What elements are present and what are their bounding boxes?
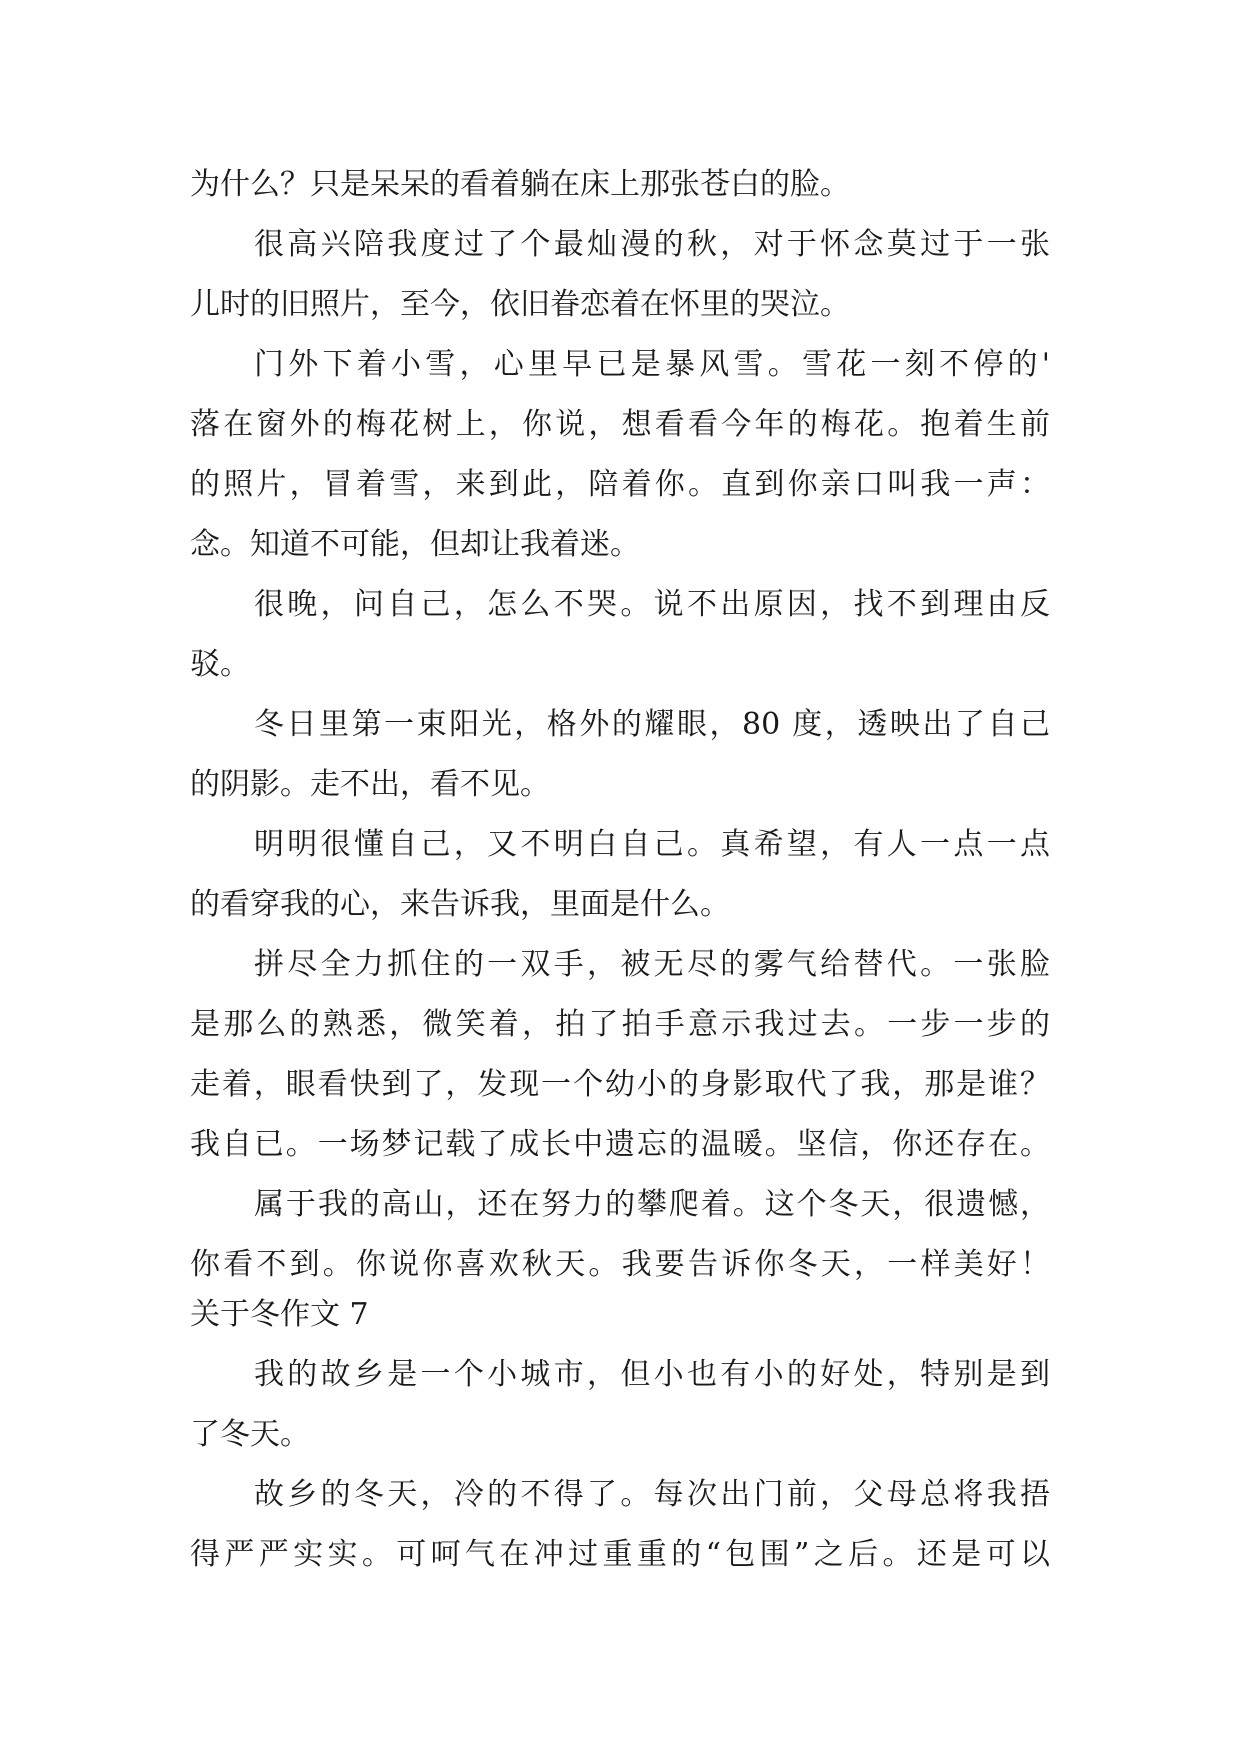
text-line: 我自已。一场梦记载了成长中遗忘的温暖。坚信，你还存在。 (190, 1127, 1050, 1162)
text-line: 拼尽全力抓住的一双手，被无尽的雾气给替代。一张脸 (254, 947, 1050, 982)
text-line: 故乡的冬天，冷的不得了。每次出门前，父母总将我捂 (254, 1477, 1050, 1512)
text-line: 属于我的高山，还在努力的攀爬着。这个冬天，很遗憾， (254, 1187, 1050, 1222)
text-line: 冬日里第一束阳光，格外的耀眼，80 度，透映出了自己 (254, 707, 1050, 742)
text-line: 的看穿我的心，来告诉我，里面是什么。 (190, 887, 730, 922)
text-line: 驳。 (190, 647, 250, 682)
text-line: 儿时的旧照片，至今，依旧眷恋着在怀里的哭泣。 (190, 287, 850, 322)
text-line: 门外下着小雪，心里早已是暴风雪。雪花一刻不停的' (254, 347, 1050, 382)
text-line: 为什么？只是呆呆的看着躺在床上那张苍白的脸。 (190, 167, 850, 202)
text-line: 明明很懂自己，又不明白自己。真希望，有人一点一点 (254, 827, 1050, 862)
text-line: 的照片，冒着雪，来到此，陪着你。直到你亲口叫我一声： (190, 467, 1050, 502)
text-line: 很高兴陪我度过了个最灿漫的秋，对于怀念莫过于一张 (254, 227, 1050, 262)
text-line: 落在窗外的梅花树上，你说，想看看今年的梅花。抱着生前 (190, 407, 1050, 442)
text-line: 的阴影。走不出，看不见。 (190, 767, 550, 802)
text-line: 很晚，问自己，怎么不哭。说不出原因，找不到理由反 (254, 587, 1050, 622)
text-line: 我的故乡是一个小城市，但小也有小的好处，特别是到 (254, 1357, 1050, 1392)
section-heading: 关于冬作文 7 (190, 1297, 369, 1332)
text-line: 了冬天。 (190, 1417, 310, 1452)
text-line: 得严严实实。可呵气在冲过重重的“包围”之后。还是可以 (190, 1537, 1050, 1572)
text-line: 你看不到。你说你喜欢秋天。我要告诉你冬天，一样美好！ (190, 1247, 1050, 1282)
text-line: 念。知道不可能，但却让我着迷。 (190, 527, 640, 562)
text-line: 走着，眼看快到了，发现一个幼小的身影取代了我，那是谁？ (190, 1067, 1050, 1102)
text-line: 是那么的熟悉，微笑着，拍了拍手意示我过去。一步一步的 (190, 1007, 1050, 1042)
